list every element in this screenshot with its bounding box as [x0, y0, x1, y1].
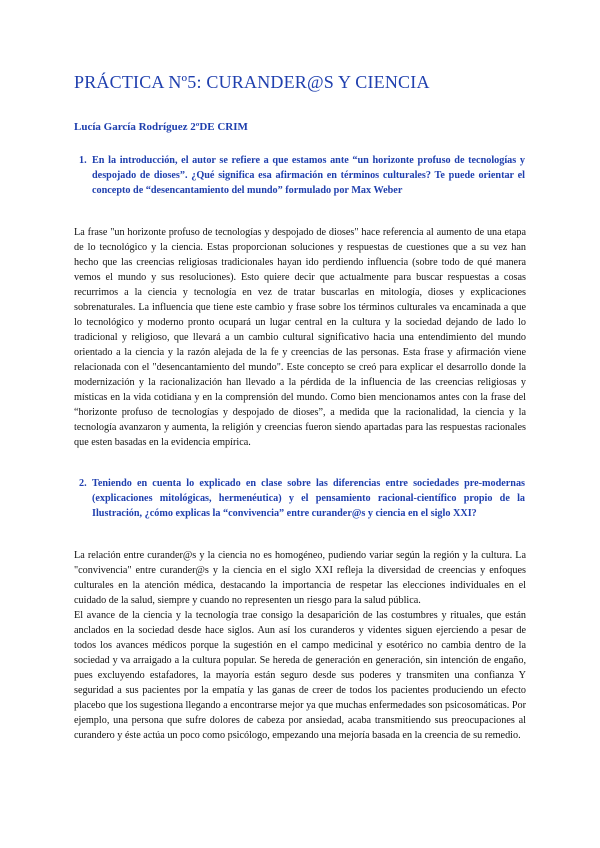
- answer-2-paragraph-2: El avance de la ciencia y la tecnología trae consigo la desaparición de las costumbres y rituales, que están anclados en la sociedad desde hace siglos. Aun así los curanderos y videntes siguen ejerciendo a pesar de todos los avances médicos porque la sugestión en el campo medicinal y esotérico no cambia dentro de la sociedad y va arraigado a la cultura popular. Se hereda de generación en generación, sin intención de engaño, pues excluyendo estafadores, la mayoría están seguro desde sus poderes y transmiten una confianza Y seguridad a sus pacientes por la empatía y las ganas de creer de todos los pacientes produciendo un efecto placebo que los sugestiona llegando a encontrarse mejor ya que muchas enfermedades son psicosomáticas. Por ejemplo, una persona que sufre dolores de cabeza por ansiedad, acaba transmitiendo sus preocupaciones al curandero y éste actúa un poco como psicólogo, empezando una mejoría basada en la creencia de su remedio.: [74, 610, 526, 741]
- question-1-text: En la introducción, el autor se refiere a que estamos ante “un horizonte profuso de tecnologías y despojado de dioses”. ¿Qué significa esa afirmación en términos culturales? Te puede orientar el concepto de “desencantamiento del mundo” formulado por Max Weber: [92, 155, 525, 196]
- question-1: [79, 153, 525, 198]
- author-line: Lucía García Rodríguez 2ºDE CRIM: [74, 121, 248, 133]
- question-2-text: Teniendo en cuenta lo explicado en clase sobre las diferencias entre sociedades pre-modernas (explicaciones mitológicas, hermenéutica) y el pensamiento racional-científico propio de la Ilustración, ¿cómo explicas la “convivencia” entre curander@s y ciencia en el siglo XXI?: [92, 478, 525, 519]
- answer-2: [74, 548, 526, 743]
- answer-1: [74, 225, 526, 450]
- answer-1-paragraph-1: La frase "un horizonte profuso de tecnologías y despojado de dioses" hace referencia al aumento de una etapa de lo tecnológico y la ciencia. Estas proporcionan soluciones y respuestas de cuestiones que a su vez han hecho que las creencias religiosas tradicionales hayan ido perdiendo influencia (sobre todo de qué manera vemos el mundo y sus resoluciones). Esto quiere decir que actualmente para buscar respuestas a cosas recurrimos a la ciencia y tecnología en vez de tratar buscarlas en mitología, dioses y explicaciones sobrenaturales. La influencia que tiene este cambio y frase sobre los términos culturales va encaminada a que lo tecnológico y moderno pronto ocupará un lugar central en la cultura y la sociedad dejando de lado lo tradicional y religioso, que llevará a un cambio cultural significativo hacia una entendimiento del mundo orientado a la ciencia y la razón alejada de la fe y creencias de las personas. Esta frase y afirmación viene relacionada con el "desencantamiento del mundo". Este concepto se creó para explicar el desarrollo donde la modernización y la racionalización han llevado a la pérdida de la influencia de las creencias religiosas y místicas en la vida cotidiana y en la comprensión del mundo. Como bien mencionamos antes con la frase del “horizonte profuso de tecnologías y despojado de dioses”, a medida que la racionalidad, la ciencia y la tecnología avanzaron y aumenta, la religión y creencias fueron siendo apartadas para las respuestas racionales que esten basadas en la evidencia empírica.: [74, 227, 526, 448]
- question-1-number: 1.: [79, 155, 87, 166]
- page-title: PRÁCTICA Nº5: CURANDER@S Y CIENCIA: [74, 72, 430, 92]
- question-2: [79, 476, 525, 521]
- answer-2-paragraph-1: La relación entre curander@s y la ciencia no es homogéneo, pudiendo variar según la región y la cultura. La "convivencia" entre curander@s y la ciencia en el siglo XXI refleja la diversidad de creencias y enfoques culturales en la atención médica, destacando la importancia de respetar las elecciones individuales en el cuidado de la salud, siempre y cuando no representen un riesgo para la salud pública.: [74, 550, 526, 606]
- question-2-number: 2.: [79, 478, 87, 489]
